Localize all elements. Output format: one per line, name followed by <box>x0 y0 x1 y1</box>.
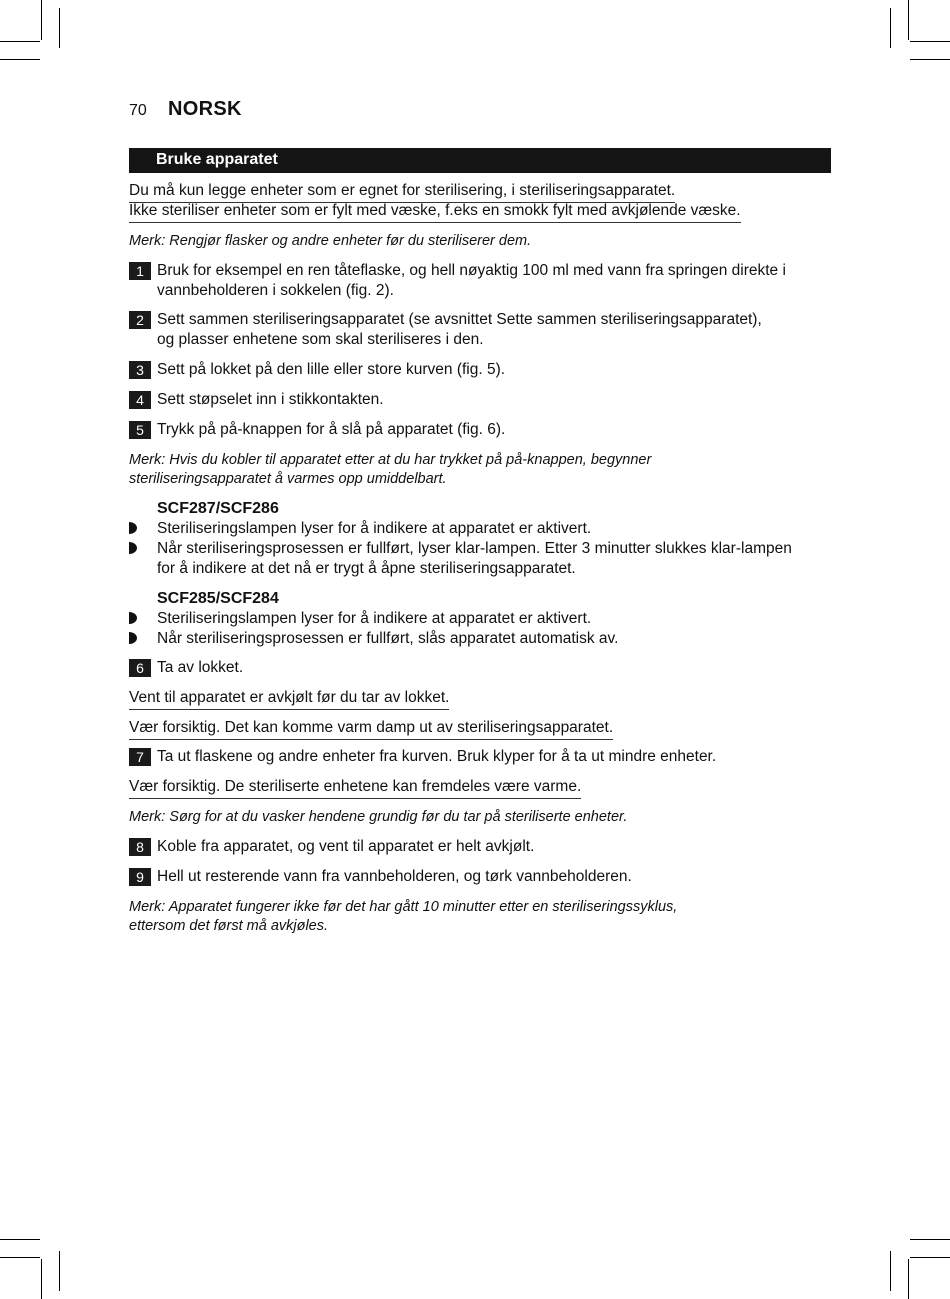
crop-mark <box>41 1259 42 1299</box>
bullet-text: Steriliseringslampen lyser for å indikere at apparatet er aktivert. <box>157 520 592 537</box>
crop-mark <box>0 1257 40 1258</box>
crop-mark <box>908 1259 909 1299</box>
note-cycle: Merk: Apparatet fungerer ikke før det har gått 10 minutter etter en steriliseringssyklus, <box>129 899 678 915</box>
note-cycle: ettersom det først må avkjøles. <box>129 918 329 934</box>
bullet-text: Når steriliseringsprosessen er fullført, lyser klar-lampen. Etter 3 minutter slukkes klar-lampen <box>157 540 792 557</box>
step-number: 5 <box>129 421 151 439</box>
step-text: vannbeholderen i sokkelen (fig. 2). <box>157 282 394 299</box>
step-text: Trykk på på-knappen for å slå på apparatet (fig. 6). <box>157 421 506 438</box>
crop-mark <box>908 0 909 40</box>
bullet-text: Når steriliseringsprosessen er fullført, slås apparatet automatisk av. <box>157 630 619 647</box>
step-number: 3 <box>129 361 151 379</box>
warning-line: Du må kun legge enheter som er egnet for sterilisering, i steriliseringsapparatet. <box>129 181 675 203</box>
page-number: 70 <box>129 102 147 119</box>
step-text: Ta ut flaskene og andre enheter fra kurven. Bruk klyper for å ta ut mindre enheter. <box>157 748 717 765</box>
bullet-icon <box>129 612 139 626</box>
model-subheading: SCF285/SCF284 <box>157 590 279 607</box>
bullet-icon <box>129 522 139 536</box>
warning-line: Vent til apparatet er avkjølt før du tar av lokket. <box>129 688 449 710</box>
note-wash: Merk: Sørg for at du vasker hendene grundig før du tar på steriliserte enheter. <box>129 809 628 825</box>
step-text: Sett sammen steriliseringsapparatet (se avsnittet Sette sammen steriliseringsapparatet), <box>157 311 762 328</box>
crop-mark <box>890 1251 891 1291</box>
crop-mark <box>0 59 40 60</box>
crop-mark <box>41 0 42 40</box>
crop-mark <box>910 1239 950 1240</box>
step-number: 7 <box>129 748 151 766</box>
crop-mark <box>910 1257 950 1258</box>
step-number: 4 <box>129 391 151 409</box>
note-heat: steriliseringsapparatet å varmes opp umiddelbart. <box>129 471 447 487</box>
crop-mark <box>59 8 60 48</box>
bullet-icon <box>129 632 139 646</box>
warning-line: Ikke steriliser enheter som er fylt med væske, f.eks en smokk fylt med avkjølende væske. <box>129 201 741 223</box>
step-text: Bruk for eksempel en ren tåteflaske, og hell nøyaktig 100 ml med vann fra springen direkte i <box>157 262 786 279</box>
crop-mark <box>0 1239 40 1240</box>
section-heading-bar <box>129 148 831 173</box>
step-number: 1 <box>129 262 151 280</box>
step-text: Koble fra apparatet, og vent til apparatet er helt avkjølt. <box>157 838 535 855</box>
bullet-icon <box>129 542 139 556</box>
step-number: 6 <box>129 659 151 677</box>
step-text: Hell ut resterende vann fra vannbeholderen, og tørk vannbeholderen. <box>157 868 632 885</box>
step-number: 8 <box>129 838 151 856</box>
bullet-text: for å indikere at det nå er trygt å åpne steriliseringsapparatet. <box>157 560 576 577</box>
crop-mark <box>890 8 891 48</box>
crop-mark <box>0 41 40 42</box>
crop-mark <box>910 41 950 42</box>
crop-mark <box>59 1251 60 1291</box>
page-language: NORSK <box>168 98 242 120</box>
note-heat: Merk: Hvis du kobler til apparatet etter at du har trykket på på-knappen, begynner <box>129 452 652 468</box>
step-text: og plasser enhetene som skal steriliseres i den. <box>157 331 484 348</box>
crop-mark <box>910 59 950 60</box>
model-subheading: SCF287/SCF286 <box>157 500 279 517</box>
caution-line: Vær forsiktig. Det kan komme varm damp ut av steriliseringsapparatet. <box>129 718 613 740</box>
step-text: Ta av lokket. <box>157 659 244 676</box>
bullet-text: Steriliseringslampen lyser for å indikere at apparatet er aktivert. <box>157 610 592 627</box>
step-number: 9 <box>129 868 151 886</box>
section-title: Bruke apparatet <box>156 151 278 168</box>
note-clean: Merk: Rengjør flasker og andre enheter før du steriliserer dem. <box>129 233 532 249</box>
caution-line: Vær forsiktig. De steriliserte enhetene kan fremdeles være varme. <box>129 777 581 799</box>
step-text: Sett på lokket på den lille eller store kurven (fig. 5). <box>157 361 506 378</box>
step-text: Sett støpselet inn i stikkontakten. <box>157 391 384 408</box>
step-number: 2 <box>129 311 151 329</box>
